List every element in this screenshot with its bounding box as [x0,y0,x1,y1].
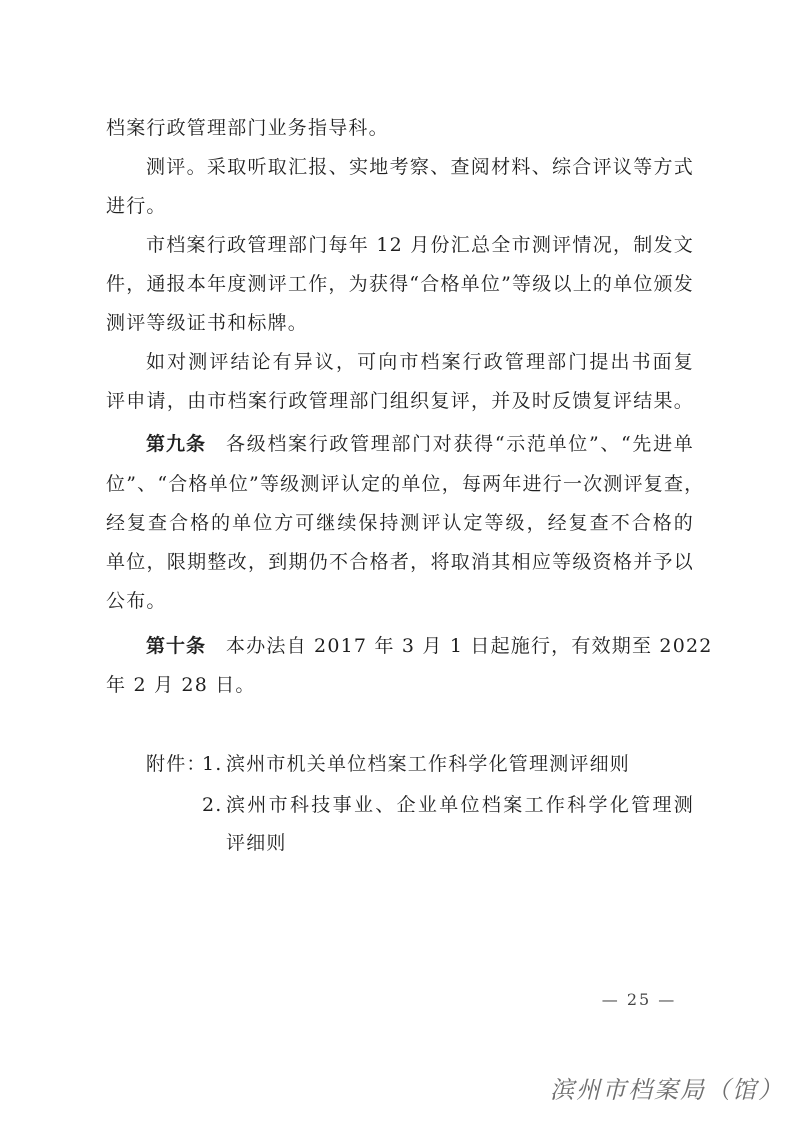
attachment-2-number: 2. [202,794,223,816]
article-9-first-line [146,432,694,456]
paragraph-line: 市档案行政管理部门每年 12 月份汇总全市测评情况，制发文 [146,234,694,256]
attachment-1-number: 1. [202,753,223,775]
paragraph-line: 公布。 [106,590,167,612]
paragraph-line: 评申请，由市档案行政管理部门组织复评，并及时反馈复评结果。 [106,390,694,412]
paragraph-line: 位”、“合格单位”等级测评认定的单位，每两年进行一次测评复查， [106,473,705,495]
paragraph-line: 档案行政管理部门业务指导科。 [106,117,389,139]
paragraph-line: 测评等级证书和标牌。 [106,312,309,334]
paragraph-line: 本办法自 2017 年 3 月 1 日起施行，有效期至 2022 [226,635,713,657]
article-10-label: 第十条 [146,635,207,657]
paragraph-line: 测评。采取听取汇报、实地考察、查阅材料、综合评议等方式 [146,156,694,178]
article-9-label: 第九条 [146,433,207,455]
page-number: — 25 — [601,990,677,1009]
paragraph-line: 如对测评结论有异议，可向市档案行政管理部门提出书面复 [146,351,694,373]
attachments-prefix: 附件： [146,753,207,775]
article-10-first-line [146,634,713,658]
attachment-1-title: 滨州市机关单位档案工作科学化管理测评细则 [226,753,631,775]
paragraph-line: 单位，限期整改，到期仍不合格者，将取消其相应等级资格并予以 [106,551,694,573]
paragraph-line: 进行。 [106,195,167,217]
watermark-stamp: 滨州市档案局（馆） [550,1076,784,1104]
paragraph-line: 件，通报本年度测评工作，为获得“合格单位”等级以上的单位颁发 [106,273,694,295]
attachment-2-title-line2: 评细则 [226,832,287,854]
attachment-2-title-line1: 滨州市科技事业、企业单位档案工作科学化管理测 [226,794,694,816]
paragraph-line: 经复查合格的单位方可继续保持测评认定等级，经复查不合格的 [106,512,694,534]
paragraph-line: 年 2 月 28 日。 [106,674,256,696]
paragraph-line: 各级档案行政管理部门对获得“示范单位”、“先进单 [226,433,694,455]
